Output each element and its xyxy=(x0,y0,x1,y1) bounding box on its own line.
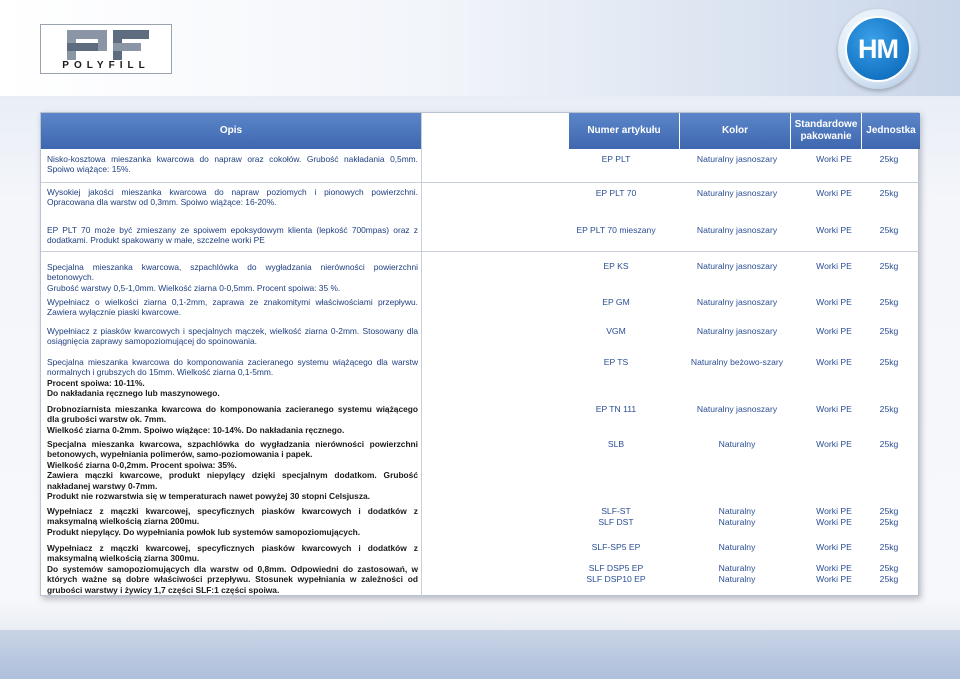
product-table xyxy=(40,112,919,596)
unit-cell: 25kg xyxy=(879,574,899,584)
color-cell: Naturalny jasnoszary xyxy=(696,297,778,307)
article-cell: EP KS xyxy=(603,261,629,271)
color-cell: Naturalny jasnoszary xyxy=(696,261,778,271)
article-cell: SLF DSP10 EP xyxy=(586,574,646,584)
packaging-cell: Worki PE xyxy=(816,261,852,271)
header-jednostka: Jednostka xyxy=(862,113,920,149)
packaging-cell: Worki PE xyxy=(816,357,852,367)
color-cell: Naturalny xyxy=(718,439,756,449)
unit-cell: 25kg xyxy=(879,297,899,307)
hm-logo xyxy=(838,9,918,89)
description-slf-sp5 xyxy=(47,543,418,595)
unit-cell: 25kg xyxy=(879,563,899,573)
description-ep-ts-line2: Procent spoiwa: 10-11%. xyxy=(47,377,145,388)
description-slf-sp5-line1: Wypełniacz z mączki kwarcowej, specyficznych piasków kwarcowych i dodatków z maksymalną wielkością ziarna 300mu. xyxy=(47,543,418,564)
color-cell: Naturalny jasnoszary xyxy=(696,404,778,414)
packaging-cell: Worki PE xyxy=(816,563,852,573)
unit-cell: 25kg xyxy=(879,188,899,198)
unit-cell: 25kg xyxy=(879,542,899,552)
packaging-cell: Worki PE xyxy=(816,506,852,516)
description-ep-plt: Nisko-kosztowa mieszanka kwarcowa do napraw oraz cokołów. Grubość nakładania 0,5mm. Spoiwo wiążące: 15%. xyxy=(47,154,418,175)
footer-band xyxy=(0,630,960,679)
description-ep-ts-line3: Do nakładania ręcznego lub maszynowego. xyxy=(47,388,220,399)
description-slb-line3: Zawiera mączki kwarcowe, produkt niepylący dzięki specjalnym dodatkom. Grubość nakładanej warstwy 0-7mm. xyxy=(47,470,418,491)
unit-cell: 25kg xyxy=(879,517,899,527)
polyfill-mark-icon xyxy=(45,28,169,62)
article-cell: EP TS xyxy=(603,357,629,367)
color-cell: Naturalny xyxy=(718,574,756,584)
article-cell: SLF DSP5 EP xyxy=(588,563,644,573)
description-ep-ks-line1: Specjalna mieszanka kwarcowa, szpachlówka do wygładzania nierówności powierzchni betonowych. xyxy=(47,262,418,283)
color-cell: Naturalny beżowo-szary xyxy=(690,357,784,367)
polyfill-logo xyxy=(40,24,172,74)
article-cell: EP GM xyxy=(602,297,630,307)
header-spacer xyxy=(422,113,568,149)
header-pakowanie: Standardowe pakowanie xyxy=(791,113,861,149)
column-divider xyxy=(421,113,422,597)
article-cell: SLF-SP5 EP xyxy=(591,542,641,552)
packaging-cell: Worki PE xyxy=(816,542,852,552)
description-ep-tn-111 xyxy=(47,404,418,435)
color-cell: Naturalny xyxy=(718,542,756,552)
description-ep-ts xyxy=(47,357,418,399)
color-cell: Naturalny xyxy=(718,563,756,573)
unit-cell: 25kg xyxy=(879,404,899,414)
description-slb-line2: Wielkość ziarna 0-0,2mm. Procent spoiwa: 35%. xyxy=(47,459,237,470)
color-cell: Naturalny xyxy=(718,506,756,516)
description-ep-tn-111-line2: Wielkość ziarna 0-2mm. Spoiwo wiążące: 10-14%. Do nakładania ręcznego. xyxy=(47,424,345,435)
packaging-cell: Worki PE xyxy=(816,154,852,164)
color-cell: Naturalny xyxy=(718,517,756,527)
description-slf-st-line1: Wypełniacz z mączki kwarcowej, specyficznych piasków kwarcowych i dodatków z maksymalną wielkością ziarna 200mu. xyxy=(47,506,418,527)
article-cell: EP PLT 70 mieszany xyxy=(576,225,656,235)
article-cell: SLB xyxy=(607,439,625,449)
packaging-cell: Worki PE xyxy=(816,225,852,235)
unit-cell: 25kg xyxy=(879,439,899,449)
description-ep-ts-line1: Specjalna mieszanka kwarcowa do komponowania zacieranego systemu wiążącego dla warstw normalnych i grubszych do 15mm. Wielkość ziarna 0,1-5mm. xyxy=(47,357,418,378)
header-opis: Opis xyxy=(41,113,421,149)
packaging-cell: Worki PE xyxy=(816,188,852,198)
packaging-cell: Worki PE xyxy=(816,404,852,414)
packaging-cell: Worki PE xyxy=(816,574,852,584)
packaging-cell: Worki PE xyxy=(816,439,852,449)
polyfill-wordmark: POLYFILL xyxy=(62,60,150,71)
article-cell: SLF-ST xyxy=(601,506,631,516)
packaging-cell: Worki PE xyxy=(816,326,852,336)
description-ep-plt-70-mixed: EP PLT 70 może być zmieszany ze spoiwem epoksydowym klienta (lepkość 700mpas) oraz z dodatkami. Produkt spakowany w małe, szczelne worki PE xyxy=(47,225,418,246)
packaging-cell: Worki PE xyxy=(816,517,852,527)
color-cell: Naturalny jasnoszary xyxy=(696,154,778,164)
unit-cell: 25kg xyxy=(879,357,899,367)
color-cell: Naturalny jasnoszary xyxy=(696,188,778,198)
description-slb-line4: Produkt nie rozwarstwia się w temperaturach nawet powyżej 30 stopni Celsjusza. xyxy=(47,491,370,502)
packaging-cell: Worki PE xyxy=(816,297,852,307)
unit-cell: 25kg xyxy=(879,261,899,271)
unit-cell: 25kg xyxy=(879,326,899,336)
article-cell: SLF DST xyxy=(598,517,634,527)
unit-cell: 25kg xyxy=(879,225,899,235)
description-slf-sp5-line2: Do systemów samopoziomujących dla warstw od 0,8mm. Odpowiedni do zastosowań, w których ważne są dobre właściwości przepływu. Stosunek wypełniania w zależności od grubości warstwy i żywicy 1,7 części SLF:1 części spoiwa. xyxy=(47,563,418,595)
description-slb-line1: Specjalna mieszanka kwarcowa, szpachlówka do wygładzania nierówności powierzchni betonowych, wypełniania polimerów, samo-poziomowania i papek. xyxy=(47,439,418,460)
color-cell: Naturalny jasnoszary xyxy=(696,225,778,235)
description-slb xyxy=(47,439,418,501)
table-header xyxy=(41,113,920,149)
description-ep-gm: Wypełniacz o wielkości ziarna 0,1-2mm, zaprawa ze znakomitymi właściwościami przepływu. Zawiera wyłącznie piaski kwarcowe. xyxy=(47,297,418,318)
unit-cell: 25kg xyxy=(879,506,899,516)
article-cell: EP TN 111 xyxy=(595,404,637,414)
article-cell: EP PLT xyxy=(601,154,631,164)
header-numer: Numer artykułu xyxy=(569,113,679,149)
header-kolor: Kolor xyxy=(680,113,790,149)
article-cell: EP PLT 70 xyxy=(595,188,637,198)
unit-cell: 25kg xyxy=(879,154,899,164)
description-ep-ks xyxy=(47,262,418,293)
row-divider xyxy=(41,182,920,183)
description-ep-plt-70: Wysokiej jakości mieszanka kwarcowa do napraw poziomych i pionowych powierzchni. Opracowana dla warstw od 0,3mm. Spoiwo wiążące: 16-20%. xyxy=(47,187,418,208)
description-slf-st-line2: Produkt niepylący. Do wypełniania powłok lub systemów samopoziomujących. xyxy=(47,526,361,537)
hm-wordmark: HM xyxy=(858,34,898,64)
color-cell: Naturalny jasnoszary xyxy=(696,326,778,336)
description-ep-tn-111-line1: Drobnoziarnista mieszanka kwarcowa do komponowania zacieranego systemu wiążącego dla grubości warstw ok. 7mm. xyxy=(47,404,418,425)
description-ep-ks-line2: Grubość warstwy 0,5-1,0mm. Wielkość ziarna 0-0,5mm. Procent spoiwa: 35 %. xyxy=(47,282,341,293)
description-vgm: Wypełniacz z piasków kwarcowych i specjalnych mączek, wielkość ziarna 0-2mm. Stosowany dla osiągnięcia zaprawy samopoziomującej do spoinowania. xyxy=(47,326,418,347)
description-slf-st xyxy=(47,506,418,537)
article-cell: VGM xyxy=(606,326,626,336)
row-divider xyxy=(41,251,920,252)
